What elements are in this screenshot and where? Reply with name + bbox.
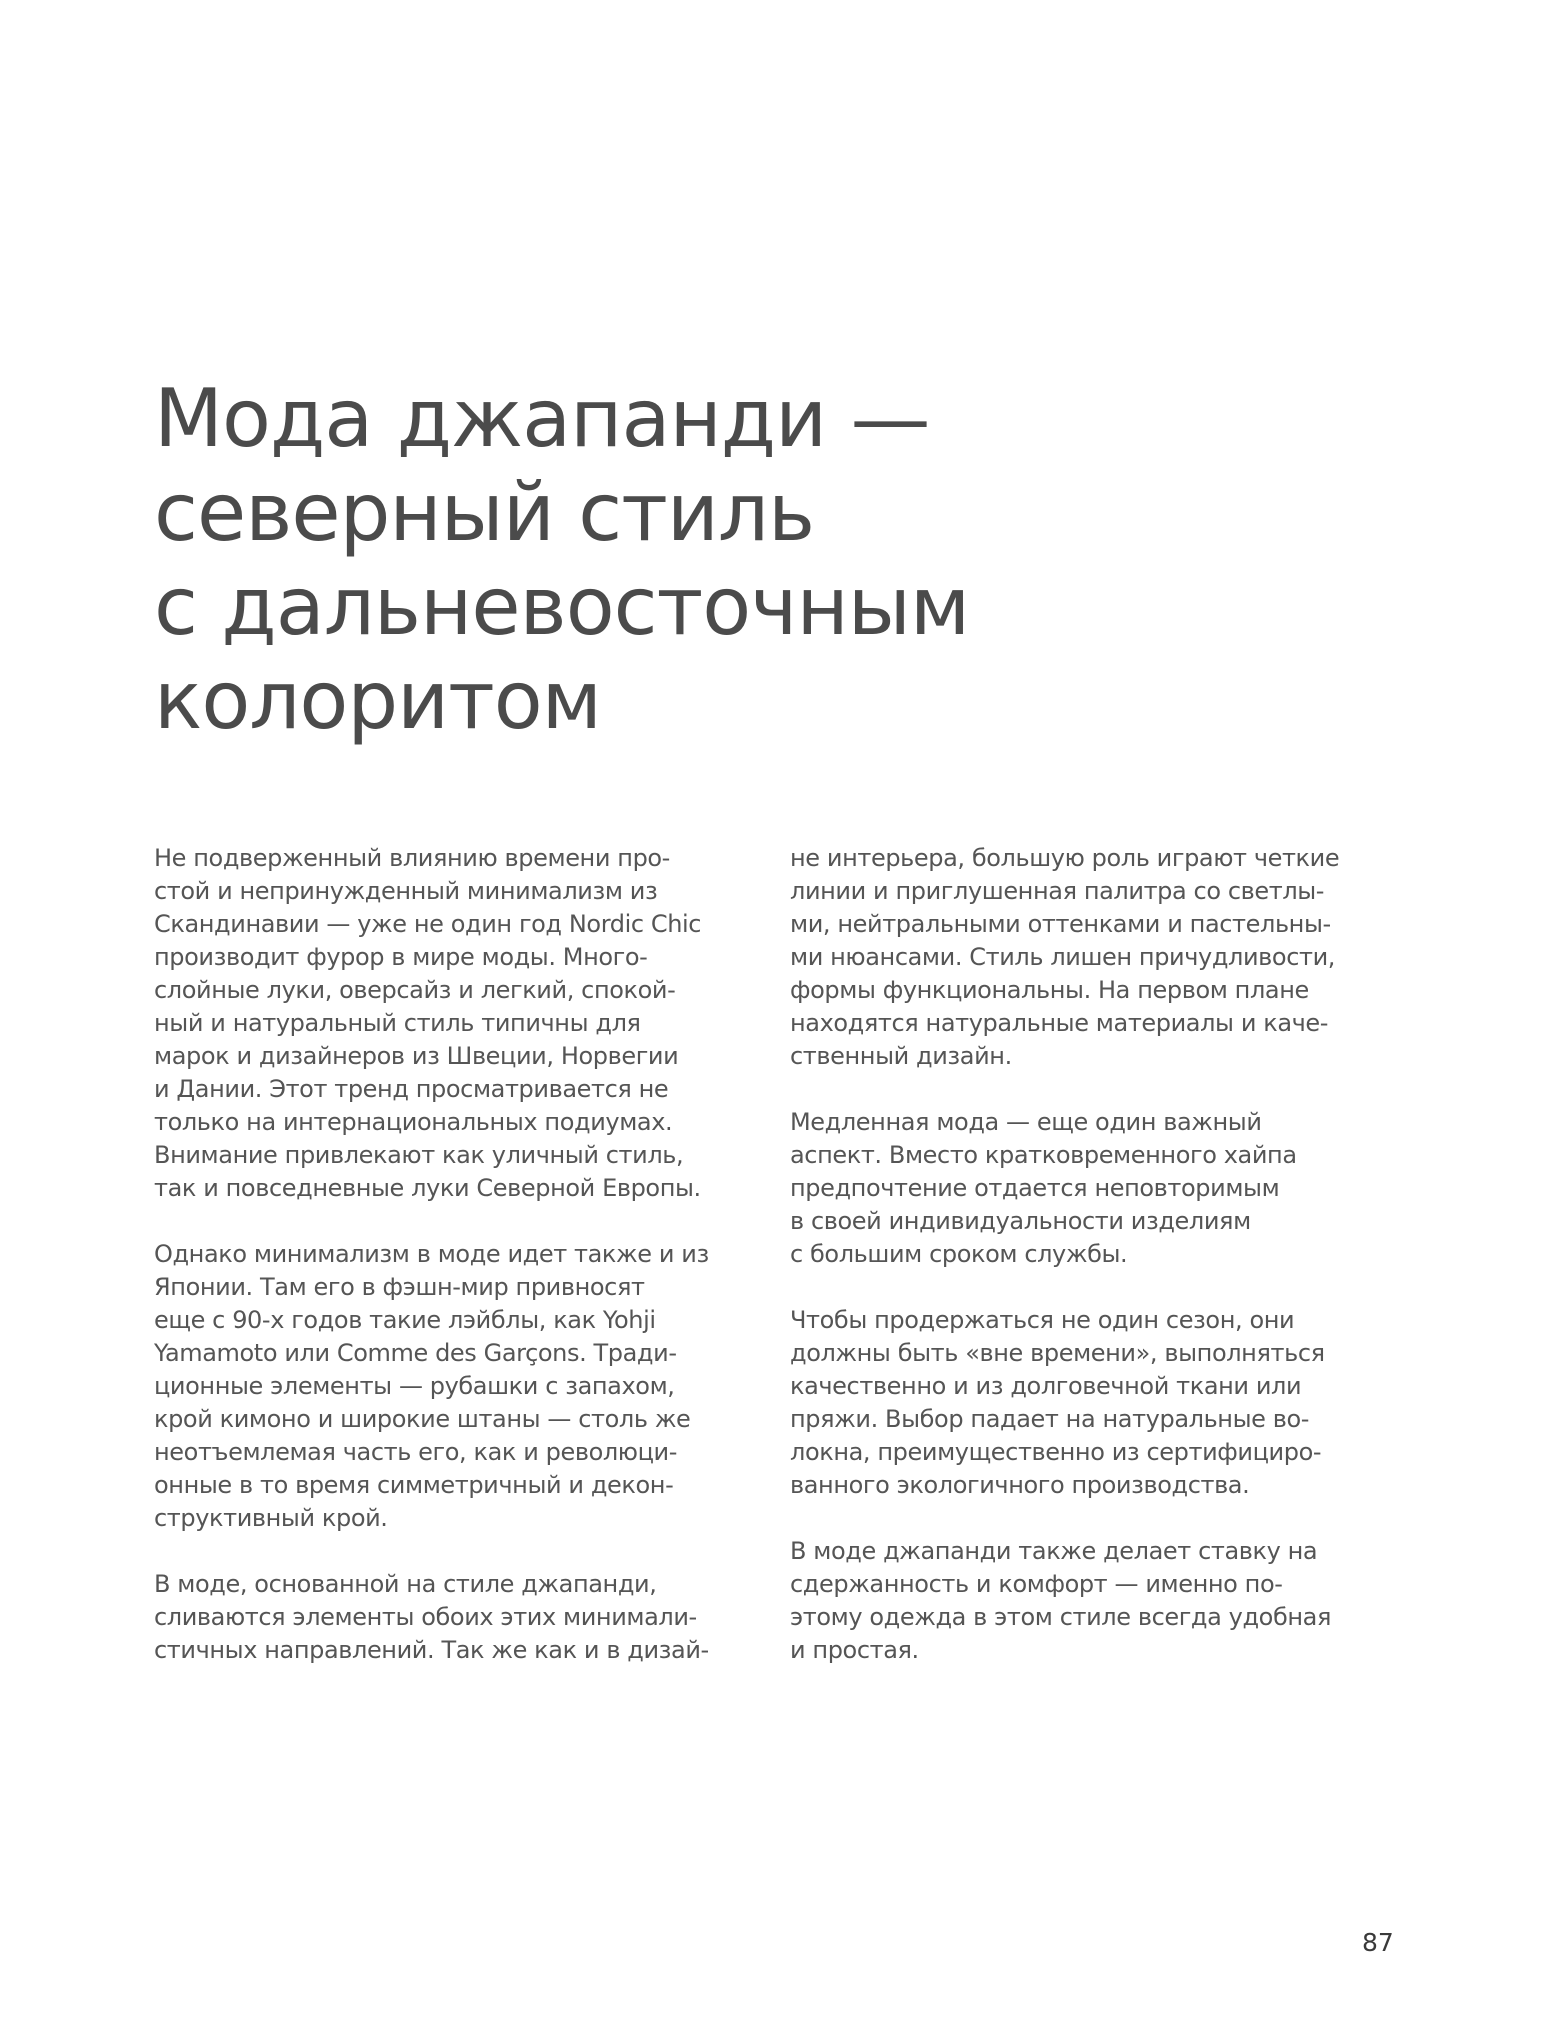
paragraph: [790, 1106, 1380, 1271]
paragraph: [790, 1535, 1380, 1667]
text-line: еще с 90-х годов такие лэйблы, как Yohji: [154, 1306, 656, 1334]
text-line: Чтобы продержаться не один сезон, они: [790, 1306, 1295, 1334]
text-line: находятся натуральные материалы и каче-: [790, 1009, 1329, 1037]
text-line: ми нюансами. Стиль лишен причудливости,: [790, 943, 1335, 971]
text-line: и Дании. Этот тренд просматривается не: [154, 1075, 669, 1103]
paragraph: [154, 842, 744, 1205]
paragraph: [790, 842, 1380, 1073]
text-line: В моде джапанди также делает ставку на: [790, 1537, 1318, 1565]
text-line: так и повседневные луки Северной Европы.: [154, 1174, 701, 1202]
text-line: ственный дизайн.: [790, 1042, 1012, 1070]
text-line: формы функциональны. На первом плане: [790, 976, 1309, 1004]
paragraph: [790, 1304, 1380, 1502]
text-line: ми, нейтральными оттенками и пастельны-: [790, 910, 1331, 938]
text-line: предпочтение отдается неповторимым: [790, 1174, 1280, 1202]
title-line: Мода джапанди —: [154, 372, 930, 465]
text-line: структивный крой.: [154, 1504, 388, 1532]
title-line: с дальневосточным: [154, 560, 970, 653]
text-line: аспект. Вместо кратковременного хайпа: [790, 1141, 1297, 1169]
text-line: линии и приглушенная палитра со светлы-: [790, 877, 1325, 905]
text-line: не интерьера, большую роль играют четкие: [790, 844, 1340, 872]
title-line: северный стиль: [154, 466, 815, 559]
paragraph: [154, 1238, 744, 1535]
text-line: в своей индивидуальности изделиям: [790, 1207, 1251, 1235]
text-line: должны быть «вне времени», выполняться: [790, 1339, 1325, 1367]
text-line: сливаются элементы обоих этих минимали-: [154, 1603, 697, 1631]
text-line: Не подверженный влиянию времени про-: [154, 844, 670, 872]
text-line: пряжи. Выбор падает на натуральные во-: [790, 1405, 1310, 1433]
paragraph: [154, 1568, 744, 1667]
text-line: марок и дизайнеров из Швеции, Норвегии: [154, 1042, 679, 1070]
text-line: производит фурор в мире моды. Много-: [154, 943, 648, 971]
text-line: с большим сроком службы.: [790, 1240, 1128, 1268]
text-line: крой кимоно и широкие штаны — столь же: [154, 1405, 691, 1433]
text-line: слойные луки, оверсайз и легкий, спокой-: [154, 976, 676, 1004]
text-line: этому одежда в этом стиле всегда удобная: [790, 1603, 1331, 1631]
text-line: стой и непринужденный минимализм из: [154, 877, 658, 905]
text-line: ционные элементы — рубашки с запахом,: [154, 1372, 675, 1400]
right-column: [790, 842, 1380, 1700]
text-line: качественно и из долговечной ткани или: [790, 1372, 1302, 1400]
text-line: только на интернациональных подиумах.: [154, 1108, 673, 1136]
text-line: В моде, основанной на стиле джапанди,: [154, 1570, 657, 1598]
text-line: Внимание привлекают как уличный стиль,: [154, 1141, 684, 1169]
text-line: ванного экологичного производства.: [790, 1471, 1250, 1499]
text-line: неотъемлемая часть его, как и революци-: [154, 1438, 678, 1466]
text-line: Японии. Там его в фэшн-мир привносят: [154, 1273, 645, 1301]
text-line: Скандинавии — уже не один год Nordic Chic: [154, 910, 702, 938]
text-line: сдержанность и комфорт — именно по-: [790, 1570, 1283, 1598]
text-line: ный и натуральный стиль типичны для: [154, 1009, 641, 1037]
left-column: [154, 842, 744, 1700]
text-line: локна, преимущественно из сертифициро-: [790, 1438, 1322, 1466]
text-line: стичных направлений. Так же как и в дизай-: [154, 1636, 709, 1664]
text-line: Yamamoto или Comme des Garçons. Тради-: [154, 1339, 677, 1367]
text-line: и простая.: [790, 1636, 919, 1664]
text-line: Однако минимализм в моде идет также и из: [154, 1240, 709, 1268]
text-line: Медленная мода — еще один важный: [790, 1108, 1262, 1136]
text-line: онные в то время симметричный и декон-: [154, 1471, 674, 1499]
title-line: колоритом: [154, 654, 602, 747]
page-title: [154, 372, 1354, 748]
page-number: 87: [1362, 1928, 1394, 1957]
